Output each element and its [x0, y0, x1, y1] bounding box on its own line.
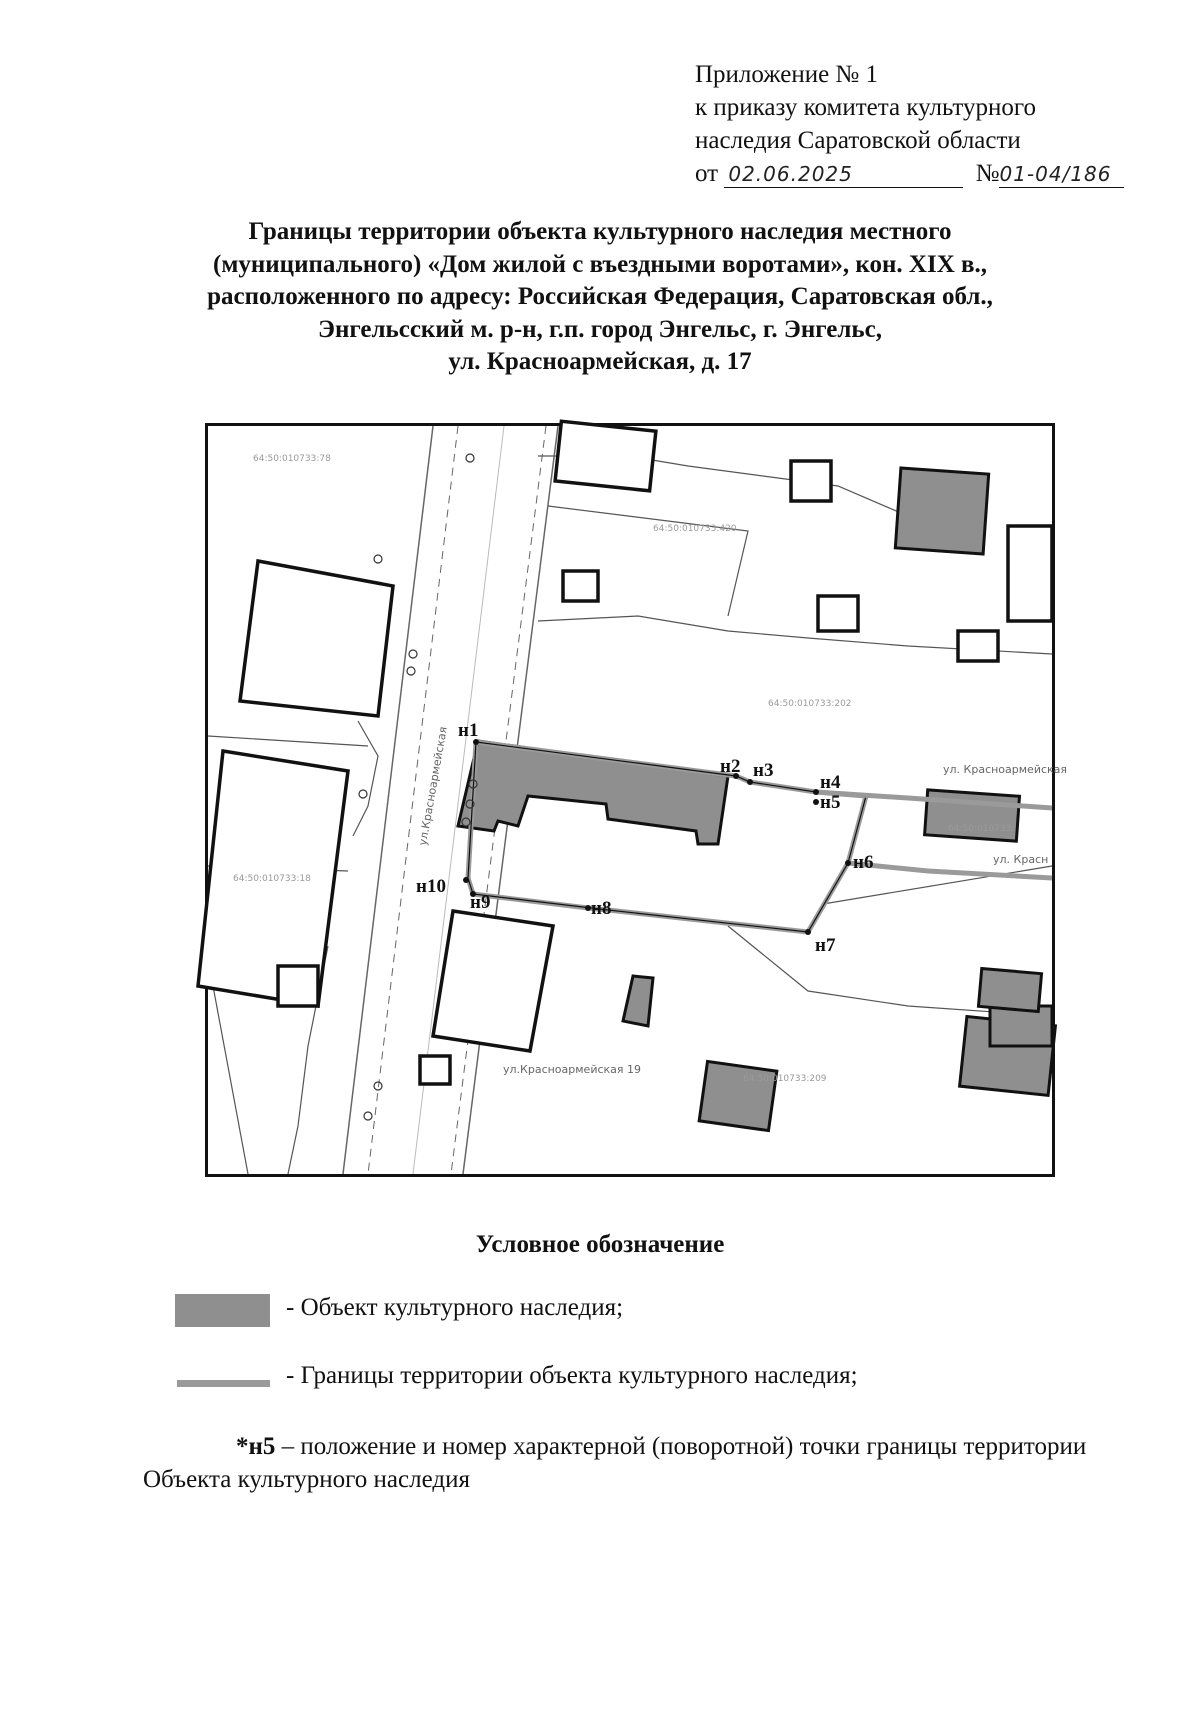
- appendix-line-3: наследия Саратовской области: [695, 127, 1021, 154]
- appendix-line-2: к приказу комитета культурного: [695, 94, 1037, 121]
- number-prefix: №: [975, 160, 1000, 187]
- point-n4-dot: [813, 789, 819, 795]
- appendix-block: [695, 58, 1124, 190]
- document-title: [120, 216, 1080, 379]
- point-label-n3: н3: [753, 760, 774, 781]
- title-line-3: расположенного по адресу: Российская Федерация, Саратовская обл.,: [207, 283, 993, 310]
- date-field: [724, 161, 963, 188]
- street-label-east-upper: ул. Красноармейская: [943, 763, 1068, 776]
- parcel-label-2: 64:50:010733:420: [653, 524, 737, 534]
- number-field: [999, 161, 1124, 188]
- date-prefix: от: [695, 160, 719, 187]
- legend-boundary-swatch: [177, 1380, 270, 1387]
- point-n5-dot: [813, 799, 819, 805]
- point-label-n8: н8: [591, 898, 612, 919]
- parcel-label-5: 64:50:010733:: [948, 824, 1015, 834]
- point-label-n7: н7: [815, 935, 836, 956]
- point-label-n6: н6: [853, 852, 874, 873]
- street-label-vertical: ул.Красноармейская: [416, 725, 450, 847]
- street-label-south: ул.Красноармейская 19: [503, 1063, 642, 1076]
- legend-heritage-label: - Объект культурного наследия;: [286, 1294, 624, 1321]
- title-line-5: ул. Красноармейская, д. 17: [448, 348, 752, 375]
- title-line-1: Границы территории объекта культурного наследия местного: [248, 218, 952, 245]
- shaded-buildings: [458, 468, 1055, 1131]
- boundary-map: [205, 423, 1068, 1177]
- point-label-n10: н10: [416, 876, 446, 897]
- legend-boundary-label: - Границы территории объекта культурного наследия;: [286, 1362, 858, 1389]
- number-value: 01-04/186: [999, 162, 1112, 186]
- point-label-n9: н9: [470, 892, 491, 913]
- map-svg: [208, 426, 1068, 1174]
- parcel-label-6: 64:50:010733:209: [743, 1074, 827, 1084]
- legend-title: Условное обозначение: [475, 1231, 725, 1258]
- title-line-2: (муниципального) «Дом жилой с въездными воротами», кон. XIX в.,: [213, 250, 987, 278]
- point-label-n2: н2: [720, 756, 741, 777]
- point-n6-dot: [845, 860, 851, 866]
- appendix-line-1: Приложение № 1: [695, 61, 879, 88]
- appendix-date-line: [695, 157, 1124, 190]
- parcel-label-1: 64:50:010733:78: [253, 454, 331, 464]
- title-line-4: Энгельсский м. р-н, г.п. город Энгельс, г. Энгельс,: [318, 315, 882, 343]
- point-n10-dot: [463, 877, 469, 883]
- point-label-n1: н1: [458, 720, 479, 741]
- parcel-label-3: 64:50:010733:202: [768, 699, 852, 709]
- footnote-text: – положение и номер характерной (поворотной) точки границы территории Объекта культурного наследия: [143, 1433, 1087, 1493]
- street-label-east-lower: ул. Красн: [993, 853, 1049, 866]
- point-n7-dot: [805, 929, 811, 935]
- point-footnote: [143, 1430, 1103, 1496]
- point-label-n5: н5: [820, 792, 841, 813]
- point-label-n4: н4: [820, 772, 841, 793]
- footnote-marker: *н5: [236, 1433, 276, 1460]
- date-value: 02.06.2025: [728, 162, 853, 186]
- legend-heritage-swatch: [175, 1294, 270, 1327]
- parcel-label-4: 64:50:010733:18: [233, 874, 311, 884]
